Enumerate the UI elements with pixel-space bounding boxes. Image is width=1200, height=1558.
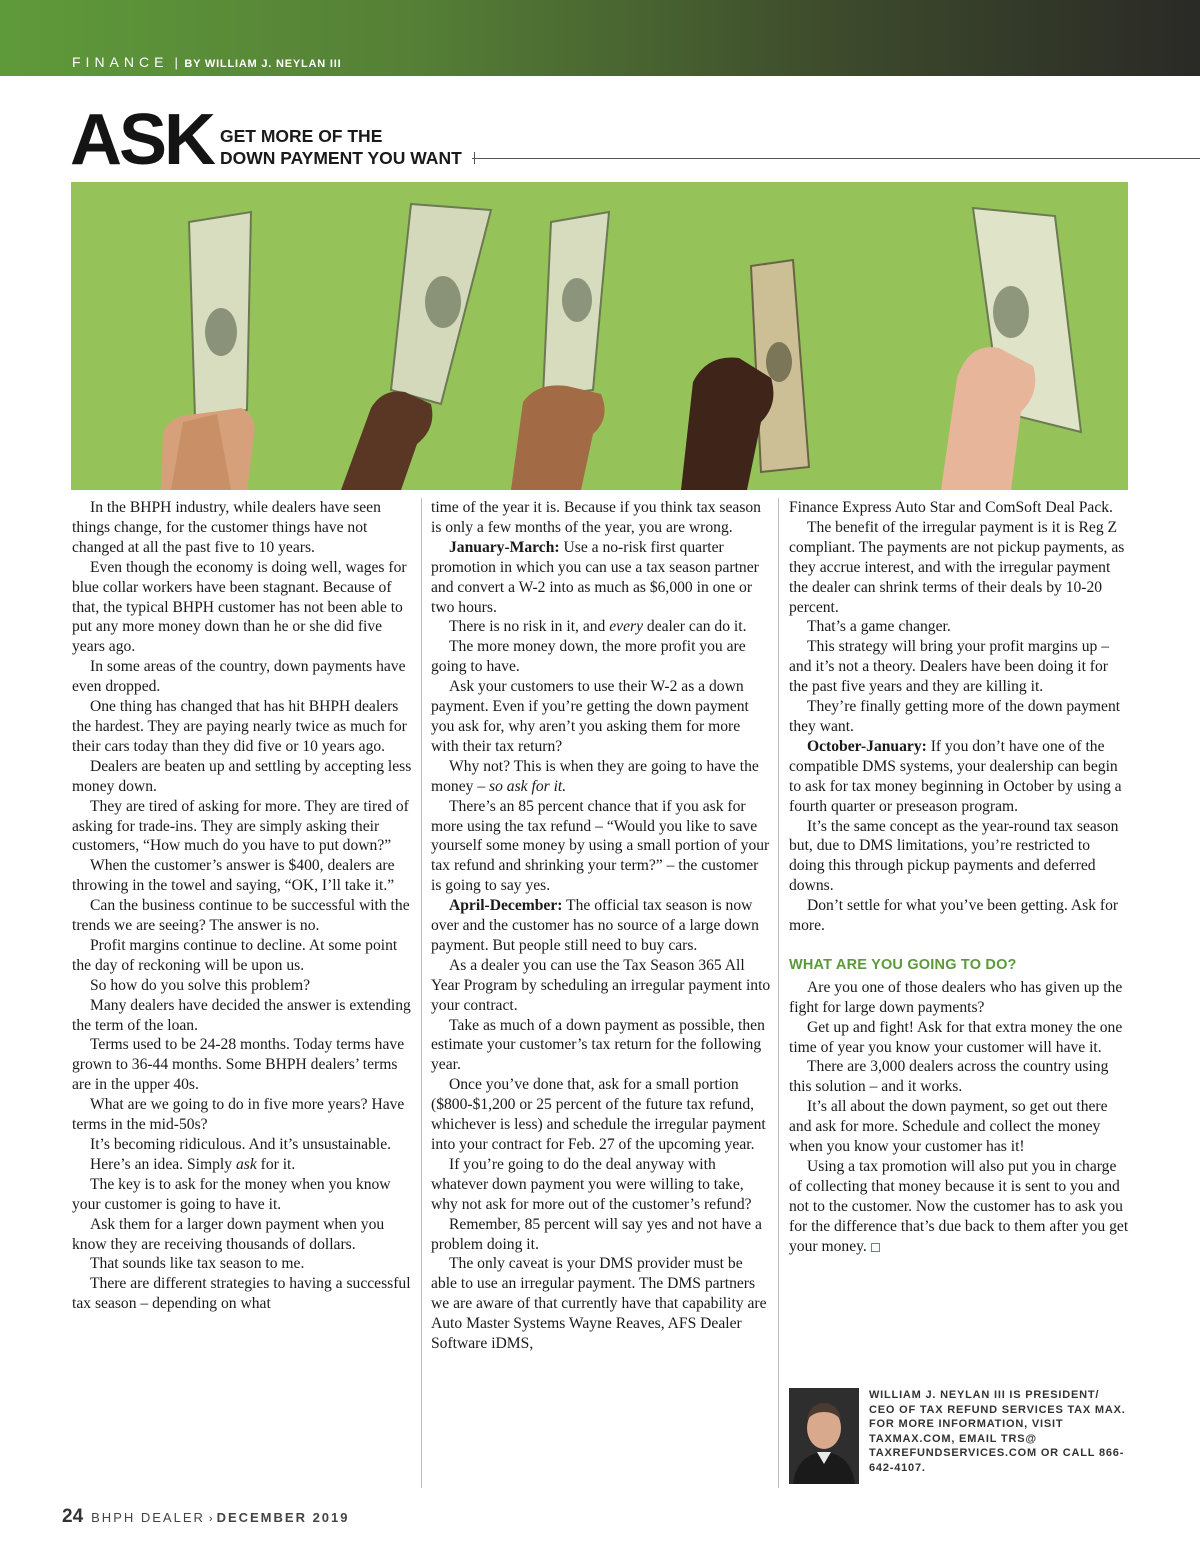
paragraph: Are you one of those dealers who has given up the fight for large down payments? — [789, 978, 1123, 1016]
paragraph: If you’re going to do the deal anyway with whatever down payment you were willing to take, why not ask for more out of the customer’s refund? — [431, 1155, 752, 1213]
paragraph: Many dealers have decided the answer is extending the term of the loan. — [72, 996, 411, 1034]
emphasis: ask — [235, 1155, 257, 1173]
section-header — [72, 54, 341, 70]
paragraph: It’s becoming ridiculous. And it’s unsustainable. — [90, 1136, 392, 1153]
paragraph: One thing has changed that has hit BHPH dealers the hardest. They are paying nearly twice as much for their cars today than they did five or 10 years ago. — [72, 698, 407, 755]
subtitle-line-1: GET MORE OF THE — [220, 126, 383, 146]
paragraph: They’re finally getting more of the down payment they want. — [789, 698, 1121, 735]
paragraph: There are 3,000 dealers across the country using this solution – and it works. — [789, 1058, 1109, 1096]
text-run: Why not? This is when they are going to have the money – — [431, 757, 759, 795]
end-mark-icon — [871, 1243, 880, 1252]
text-run: dealer can do it. — [643, 618, 747, 636]
column-divider-2 — [778, 498, 779, 1488]
paragraph: There are different strategies to having a successful tax season – depending on what — [72, 1275, 411, 1313]
paragraph — [72, 1155, 412, 1175]
paragraph: This strategy will bring your profit margins up – and it’s not a theory. Dealers have been doing it for the past five years and they are killing it. — [789, 638, 1110, 696]
text-run: If you don’t have one of the compatible DMS systems, your dealership can begin to ask for tax money beginning in October by using a fourth quarter or preseason program. — [789, 737, 1122, 815]
lead-in: January-March: — [449, 538, 560, 556]
text-run: There is no risk in it, and — [449, 618, 610, 636]
paragraph — [789, 737, 1129, 817]
paragraph: Take as much of a down payment as possible, then estimate your customer’s tax return for the following year. — [431, 1016, 765, 1074]
paragraph: It’s the same concept as the year-round tax season but, due to DMS limitations, you’re restricted to doing this through pickup payments and deferred downs. — [789, 817, 1119, 895]
paragraph: That sounds like tax season to me. — [90, 1255, 305, 1273]
chevron-right-icon: › — [208, 1513, 213, 1525]
paragraph: That’s a game changer. — [807, 618, 951, 636]
paragraph — [789, 1157, 1129, 1257]
paragraph: The benefit of the irregular payment is it is Reg Z compliant. The payments are not pickup payments, as they accrue interest, and with the irregular payment the dealer can shrink terms of their deals by 10-20 percent. — [789, 518, 1125, 616]
magazine-name: BHPH DEALER — [91, 1510, 205, 1525]
paragraph: Ask them for a larger down payment when you know they are receiving thousands of dollars. — [72, 1215, 385, 1253]
headline-subtitle — [220, 125, 462, 169]
section-separator: | — [174, 55, 179, 70]
article-column-3 — [789, 498, 1129, 1257]
lead-in: April-December: — [449, 897, 563, 915]
headline-ask: ASK — [70, 100, 214, 180]
paragraph — [431, 896, 771, 956]
paragraph: Don’t settle for what you’ve been getting. Ask for more. — [789, 897, 1119, 935]
hero-photo — [71, 182, 1128, 490]
paragraph: Even though the economy is doing well, wages for blue collar workers have been stagnant. Because of that, the typical BHPH customer has not been able to put any more money down than he or she did five years ago. — [72, 558, 407, 656]
author-portrait — [789, 1388, 859, 1484]
paragraph: The only caveat is your DMS provider must be able to use an irregular payment. The DMS partners we are aware of that currently have that capability are Auto Master Systems Wayne Reaves, AFS Dealer Software iDMS, — [431, 1255, 767, 1353]
paragraph: Terms used to be 24-28 months. Today terms have grown to 36-44 months. Some BHPH dealers’ terms are in the upper 40s. — [72, 1036, 405, 1094]
paragraph: Profit margins continue to decline. At some point the day of reckoning will be upon us. — [72, 936, 398, 974]
emphasis: so ask for it. — [489, 777, 567, 795]
paragraph: What are we going to do in five more years? Have terms in the mid-50s? — [72, 1096, 405, 1134]
subtitle-line-2: DOWN PAYMENT YOU WANT — [220, 148, 462, 168]
paragraph — [431, 538, 771, 618]
text-run: The official tax season is now over and the customer has no source of a large down payment. But people still need to buy cars. — [431, 897, 759, 954]
paragraph: Dealers are beaten up and settling by accepting less money down. — [72, 757, 412, 795]
subheading: WHAT ARE YOU GOING TO DO? — [789, 956, 1017, 973]
paragraph: So how do you solve this problem? — [90, 976, 311, 994]
byline: BY WILLIAM J. NEYLAN III — [184, 58, 342, 70]
paragraph: Remember, 85 percent will say yes and not have a problem doing it. — [431, 1215, 762, 1253]
paragraph: There’s an 85 percent chance that if you ask for more using the tax refund – “Would you like to save yourself some money by using a small portion of your tax refund and shrinking your term?” – the customer is going to say yes. — [431, 797, 770, 895]
article-column-2 — [431, 498, 771, 1354]
paragraph: They are tired of asking for more. They are tired of asking for trade-ins. They are simply asking their customers, “How much do you have to put down?” — [72, 797, 409, 855]
issue-date: DECEMBER 2019 — [216, 1510, 350, 1525]
hands-holding-money-illustration — [71, 182, 1128, 490]
section-name: FINANCE — [72, 54, 169, 70]
author-bio: WILLIAM J. NEYLAN III IS PRESIDENT/ CEO OF TAX REFUND SERVICES TAX MAX. FOR MORE INFORMATION, VISIT TAXMAX.COM, EMAIL TRS@ TAXREFUNDSERVICES.COM OR CALL 866-642-4107. — [869, 1389, 1126, 1474]
paragraph: In the BHPH industry, while dealers have seen things change, for the customer things have not changed at all the past five to 10 years. — [72, 499, 381, 556]
text-run: Use a no-risk first quarter promotion in which you can use a tax season partner and convert a W-2 into as much as $6,000 in one or two hours. — [431, 538, 759, 616]
text-run: Using a tax promotion will also put you in charge of collecting that money because it is sent to you and not to the customer. Now the customer has to ask you for the difference that’s due back to them after you get your money. — [789, 1158, 1129, 1255]
paragraph: Once you’ve done that, ask for a small portion ($800-$1,200 or 25 percent of the future tax refund, whichever is less) and schedule the irregular payment into your contract for Feb. 27 of the upcoming year. — [431, 1076, 766, 1153]
paragraph: Get up and fight! Ask for that extra money the one time of year you know your customer will have it. — [789, 1018, 1123, 1056]
paragraph: It’s all about the down payment, so get out there and ask for more. Schedule and collect the money when you know your customer has it! — [789, 1098, 1108, 1156]
column-divider-1 — [421, 498, 422, 1488]
paragraph: The more money down, the more profit you are going to have. — [431, 638, 746, 676]
paragraph: Can the business continue to be successful with the trends we are seeing? The answer is no. — [72, 897, 410, 935]
author-box — [789, 1388, 1129, 1488]
title-rule — [472, 158, 1200, 159]
paragraph — [431, 617, 771, 637]
page-number: 24 — [62, 1506, 84, 1527]
paragraph: In some areas of the country, down payments have even dropped. — [72, 658, 406, 696]
paragraph: Ask your customers to use their W-2 as a down payment. Even if you’re getting the down payment you ask for, why aren’t you asking them for more with their tax return? — [431, 678, 749, 755]
author-photo — [789, 1388, 859, 1484]
paragraph: When the customer’s answer is $400, dealers are throwing in the towel and saying, “OK, I’ll take it.” — [72, 857, 395, 895]
article-column-1 — [72, 498, 412, 1314]
emphasis: every — [609, 618, 644, 636]
paragraph: time of the year it is. Because if you think tax season is only a few months of the year, you are wrong. — [431, 499, 761, 536]
paragraph: Finance Express Auto Star and ComSoft Deal Pack. — [789, 499, 1113, 516]
hand-1 — [161, 408, 255, 490]
dollar-bill-1 — [189, 212, 251, 418]
lead-in: October-January: — [807, 737, 927, 755]
paragraph: As a dealer you can use the Tax Season 365 All Year Program by scheduling an irregular payment into your contract. — [431, 956, 771, 1014]
paragraph — [431, 757, 771, 797]
page-footer — [62, 1506, 350, 1528]
text-run: Here’s an idea. Simply — [90, 1155, 236, 1173]
text-run: for it. — [256, 1155, 296, 1173]
paragraph: The key is to ask for the money when you know your customer is going to have it. — [72, 1175, 391, 1213]
